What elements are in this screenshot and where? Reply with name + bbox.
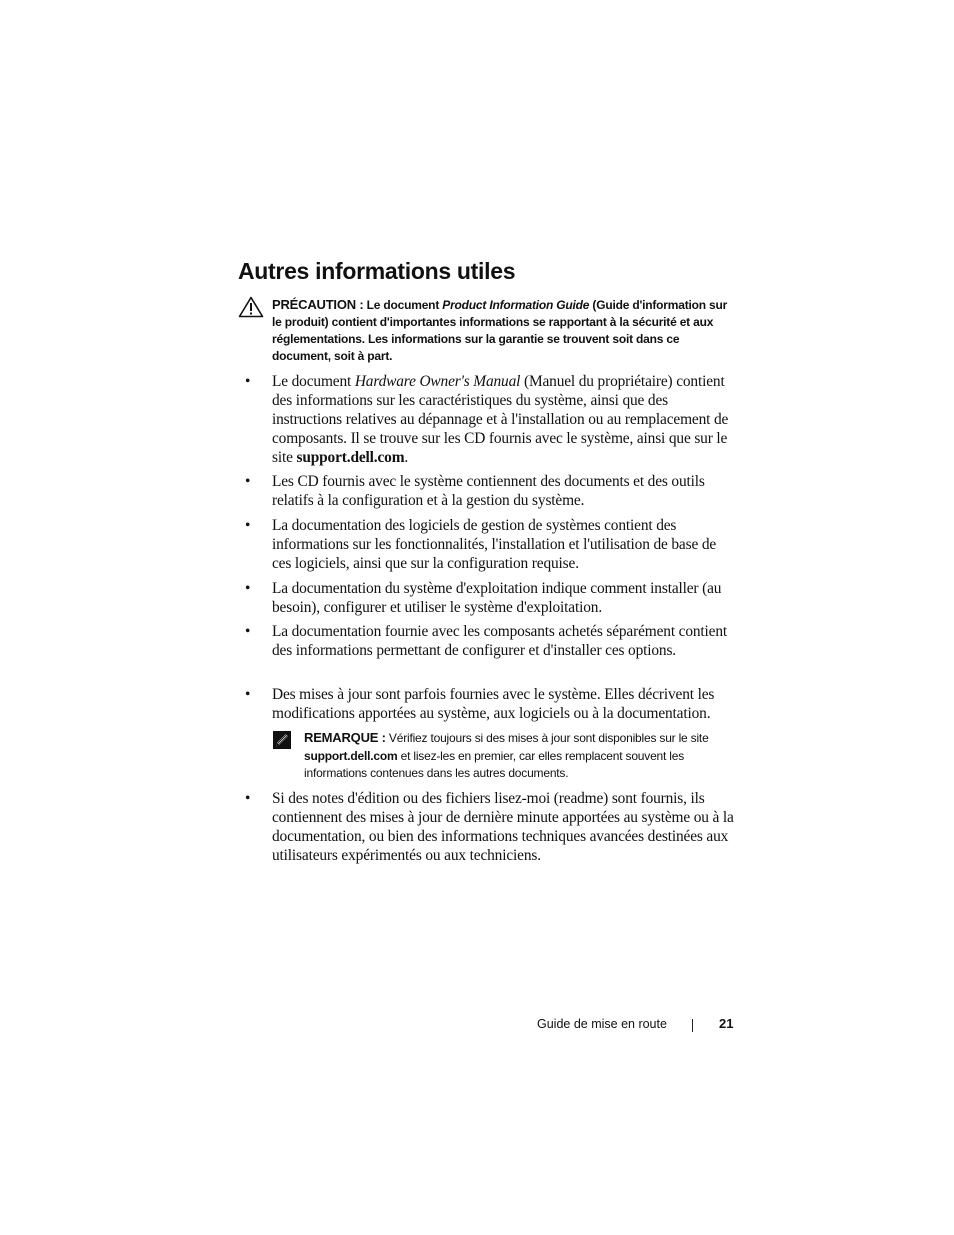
list-item-updates: Des mises à jour sont parfois fournies avec le système. Elles décrivent les modifications apportées au système, aux logiciels ou à la documentation. [272,686,715,722]
bullet-marker: • [245,473,251,490]
list-item-cds: Les CD fournis avec le système contiennent des documents et des outils relatifs à la configuration et à la gestion du système. [272,473,705,509]
list-item-component-documentation: La documentation fournie avec les composants achetés séparément contient des informations permettant de configurer et d'installer ces options. [272,623,728,659]
footer-separator [692,1019,693,1032]
caution-document-name: Product Information Guide [442,298,590,312]
list-item-text: . [404,449,409,466]
caution-text-start: Le document [366,298,440,312]
hardware-manual-title: Hardware Owner's Manual [354,373,521,390]
note-label: REMARQUE : [304,730,386,745]
bullet-marker: • [245,580,251,597]
bullet-marker: • [245,373,251,390]
caution-label: PRÉCAUTION : [272,297,364,312]
page-number: 21 [719,1016,734,1031]
bullet-marker: • [245,517,251,534]
note-notice [304,729,734,783]
bullet-marker: • [245,790,251,807]
note-text-end: et lisez-les en premier, car elles remplacent souvent les informations contenues dans les autres documents. [304,748,685,780]
bullet-marker: • [245,686,251,703]
list-item-text: Le document [272,373,352,390]
list-item-systems-management: La documentation des logiciels de gestion de systèmes contient des informations sur les fonctionnalités, l'installation et l'utilisation de base de ces logiciels, ainsi que sur la configuration requise. [272,517,717,572]
list-item-text: (Manuel du propriétaire) contient des informations sur les caractéristiques du système, ainsi que des instructions relatives au dépannage et à l'installation ou au remplacement de composants. Il se trouve sur les CD fournis avec le système, ainsi que sur le site [272,373,729,466]
bullet-marker: • [245,623,251,640]
support-link[interactable]: support.dell.com [296,449,405,466]
page-title: Autres informations utiles [238,258,516,284]
note-text-start: Vérifiez toujours si des mises à jour sont disponibles sur le site [388,731,709,745]
note-pencil-icon [272,730,292,750]
list-item-release-notes: Si des notes d'édition ou des fichiers lisez-moi (readme) sont fournis, ils contiennent des mises à jour de dernière minute apportées au système ou à la documentation, ou bien des informations techniques avancées destinées aux utilisateurs expérimentés ou aux techniciens. [272,790,734,864]
note-support-link[interactable]: support.dell.com [304,748,398,763]
list-item-hardware-manual [272,372,738,467]
list-item-os-documentation: La documentation du système d'exploitation indique comment installer (au besoin), configurer et utiliser le système d'exploitation. [272,580,722,616]
caution-text-end: (Guide d'information sur le produit) contient d'importantes informations se rapportant à la sécurité et aux réglementations. Les informations sur la garantie se trouvent soit dans ce document, soit à part. [272,298,728,363]
footer-guide-title: Guide de mise en route [537,1017,667,1031]
